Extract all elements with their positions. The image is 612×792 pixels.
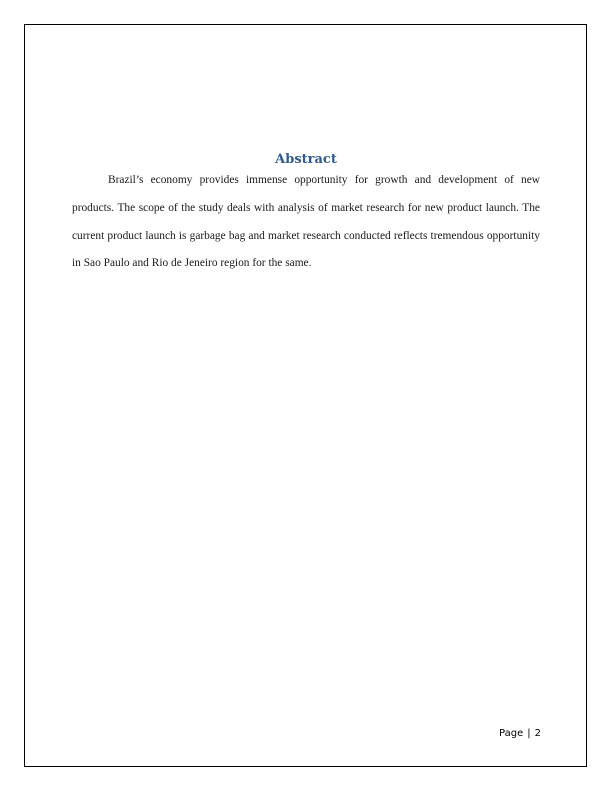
page-label: Page xyxy=(499,728,524,739)
page-footer xyxy=(499,727,541,741)
page-border xyxy=(24,24,587,767)
page-separator: | xyxy=(527,728,531,739)
abstract-heading: Abstract xyxy=(275,152,337,167)
abstract-paragraph: Brazil’s economy provides immense opportunity for growth and development of new products. The scope of the study deals with analysis of market research for new product launch. The current product launch is garbage bag and market research conducted reflects tremendous opportunity in Sao Paulo and Rio de Jeneiro region for the same. xyxy=(72,174,540,270)
page-number: 2 xyxy=(534,728,541,739)
